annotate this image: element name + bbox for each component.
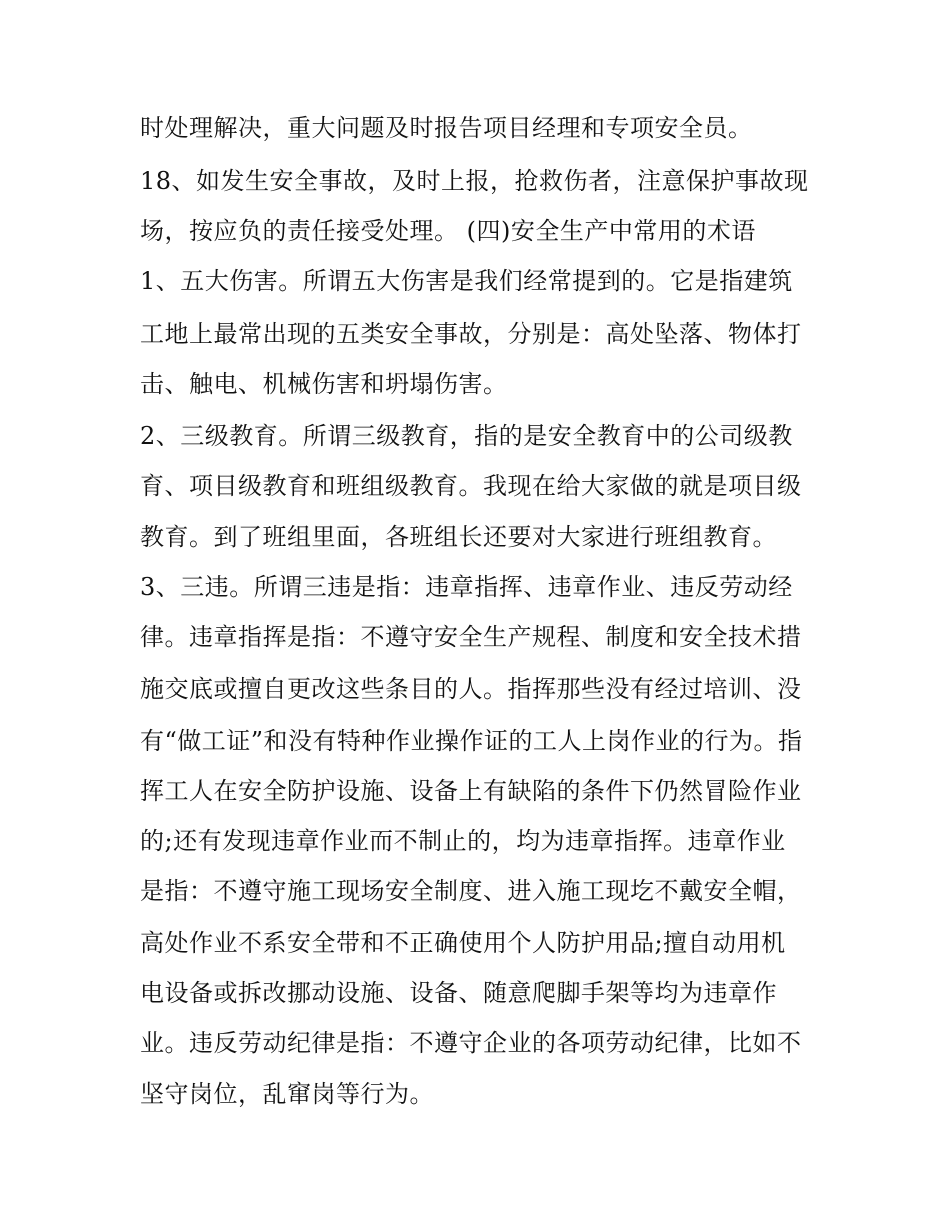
text-line: 工地上最常出现的五类安全事故，分别是：高处坠落、物体打: [140, 320, 802, 348]
text-line: 18、如发生安全事故，及时上报，抢救伤者，注意保护事故现: [140, 167, 809, 195]
text-line: 2、三级教育。所谓三级教育，指的是安全教育中的公司级教: [140, 422, 793, 450]
text-line: 是指：不遵守施工现场安全制度、进入施工现圪不戴安全帽，: [140, 877, 802, 905]
text-line: 场，按应负的责任接受处理。 (四)安全生产中常用的术语: [140, 217, 756, 245]
text-line: 业。违反劳动纪律是指：不遵守企业的各项劳动纪律，比如不: [140, 1029, 802, 1057]
text-line: 育、项目级教育和班组级教育。我现在给大家做的就是项目级: [140, 472, 802, 500]
text-line: 电设备或拆改挪动设施、设备、随意爬脚手架等均为违章作: [140, 979, 777, 1007]
text-line: 教育。到了班组里面，各班组长还要对大家进行班组教育。: [140, 523, 777, 551]
text-line: 时处理解决，重大问题及时报告项目经理和专项安全员。: [140, 114, 753, 142]
text-line: 有“做工证”和没有特种作业操作证的工人上岗作业的行为。指: [140, 727, 803, 755]
text-line: 1、五大伤害。所谓五大伤害是我们经常提到的。它是指建筑: [140, 267, 793, 295]
text-line: 的;还有发现违章作业而不制止的，均为违章指挥。违章作业: [140, 827, 786, 855]
text-line: 高处作业不系安全带和不正确使用个人防护用品;擅自动用机: [140, 929, 786, 957]
text-line: 挥工人在安全防护设施、设备上有缺陷的条件下仍然冒险作业: [140, 777, 802, 805]
text-line: 律。违章指挥是指：不遵守安全生产规程、制度和安全技术措: [140, 623, 802, 651]
text-line: 3、三违。所谓三违是指：违章指挥、违章作业、违反劳动经: [140, 573, 793, 601]
text-line: 施交底或擅自更改这些条目的人。指挥那些没有经过培训、没: [140, 675, 802, 703]
text-line: 击、触电、机械伤害和坍塌伤害。: [140, 370, 508, 398]
text-line: 坚守岗位，乱窜岗等行为。: [140, 1080, 434, 1108]
